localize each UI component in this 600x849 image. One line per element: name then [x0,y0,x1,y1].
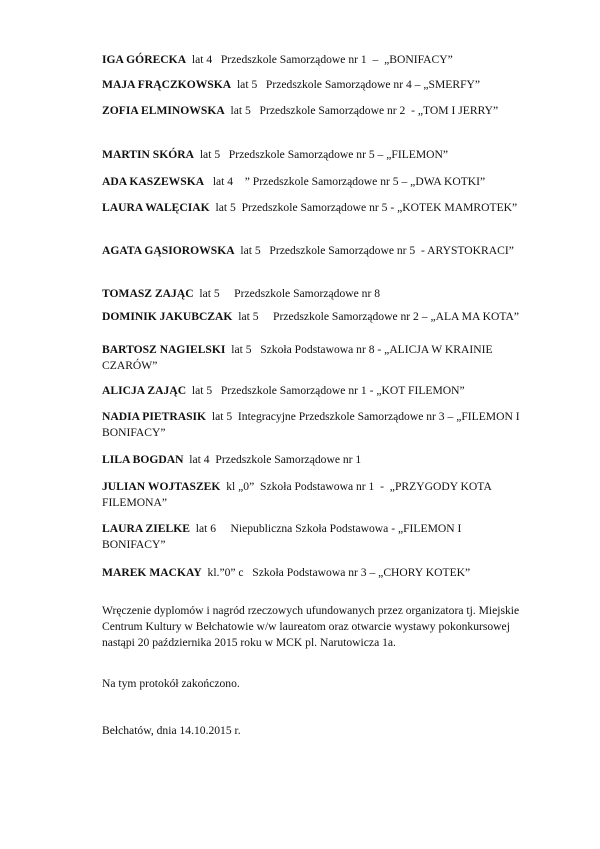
laureate-details: lat 5 Przedszkole Samorządowe nr 8 [193,287,381,300]
laureate-name: LILA BOGDAN [102,453,184,466]
laureate-name: MARTIN SKÓRA [102,148,195,161]
award-paragraph: Wręczenie dyplomów i nagród rzeczowych ufundowanych przez organizatora tj. Miejskie Centrum Kultury w Bełchatowie w/w laureatom oraz otwarcie wystawy pokonkursowej nastąpi 20 października 2015 roku w MCK pl. Narutowicza 1a. [102,604,520,649]
laureate-entry [102,174,522,190]
laureate-details: lat 5 Integracyjne Przedszkole Samorządowe nr 3 – „FILEMON I BONIFACY” [102,410,523,439]
laureate-details: lat 5 Przedszkole Samorządowe nr 2 – „ALA MA KOTA” [232,310,520,323]
laureate-name: IGA GÓRECKA [102,53,187,66]
laureate-entry [102,243,522,259]
laureate-name: ADA KASZEWSKA [102,175,205,188]
laureate-name: DOMINIK JAKUBCZAK [102,310,233,323]
laureate-details: kl „0” Szkoła Podstawowa nr 1 - „PRZYGODY KOTA FILEMONA” [102,480,495,509]
laureate-details: lat 5 Przedszkole Samorządowe nr 5 - „KOTEK MAMROTEK” [209,201,518,214]
laureate-entry [102,383,522,399]
laureate-name: MAJA FRĄCZKOWSKA [102,78,232,91]
place-date: Bełchatów, dnia 14.10.2015 r. [102,724,241,737]
laureate-name: MAREK MACKAY [102,566,202,579]
laureate-entry [102,409,522,441]
laureate-entry [102,147,522,163]
laureate-entry [102,309,522,325]
laureate-details: lat 4 Przedszkole Samorządowe nr 1 [183,453,362,466]
laureate-entry [102,565,522,581]
laureate-entry [102,77,522,93]
laureate-details: lat 5 Przedszkole Samorządowe nr 1 - „KOT FILEMON” [186,384,465,397]
laureate-entry [102,521,522,553]
laureate-name: LAURA WALĘCIAK [102,201,210,214]
laureate-name: BARTOSZ NAGIELSKI [102,343,226,356]
laureate-details: lat 5 Przedszkole Samorządowe nr 4 – „SMERFY” [231,78,481,91]
laureate-details: lat 5 Szkoła Podstawowa nr 8 - „ALICJA W KRAINIE CZARÓW” [102,343,496,372]
laureate-details: lat 6 Niepubliczna Szkoła Podstawowa - „FILEMON I BONIFACY” [102,522,465,551]
laureate-name: JULIAN WOJTASZEK [102,480,221,493]
laureate-details: lat 5 Przedszkole Samorządowe nr 5 - ARYSTOKRACI” [234,244,514,257]
protocol-end: Na tym protokół zakończono. [102,677,240,690]
laureate-name: TOMASZ ZAJĄC [102,287,194,300]
laureate-details: lat 4 Przedszkole Samorządowe nr 1 – „BONIFACY” [186,53,453,66]
laureate-entry [102,200,522,216]
laureate-details: lat 5 Przedszkole Samorządowe nr 5 – „FILEMON” [194,148,449,161]
laureate-entry [102,52,522,68]
laureate-name: ALICJA ZAJĄC [102,384,187,397]
laureate-details: lat 5 Przedszkole Samorządowe nr 2 - „TOM I JERRY” [224,104,499,117]
laureate-entry [102,479,522,511]
laureate-entry [102,452,522,468]
laureate-details: kl.”0” c Szkoła Podstawowa nr 3 – „CHORY KOTEK” [201,566,471,579]
laureate-details: lat 4 ” Przedszkole Samorządowe nr 5 – „DWA KOTKI” [204,175,486,188]
laureate-entry [102,103,522,119]
laureate-name: ZOFIA ELMINOWSKA [102,104,225,117]
laureate-entry [102,342,522,374]
laureate-entry [102,286,522,302]
laureate-name: AGATA GĄSIOROWSKA [102,244,235,257]
laureate-name: LAURA ZIELKE [102,522,190,535]
laureate-name: NADIA PIETRASIK [102,410,207,423]
